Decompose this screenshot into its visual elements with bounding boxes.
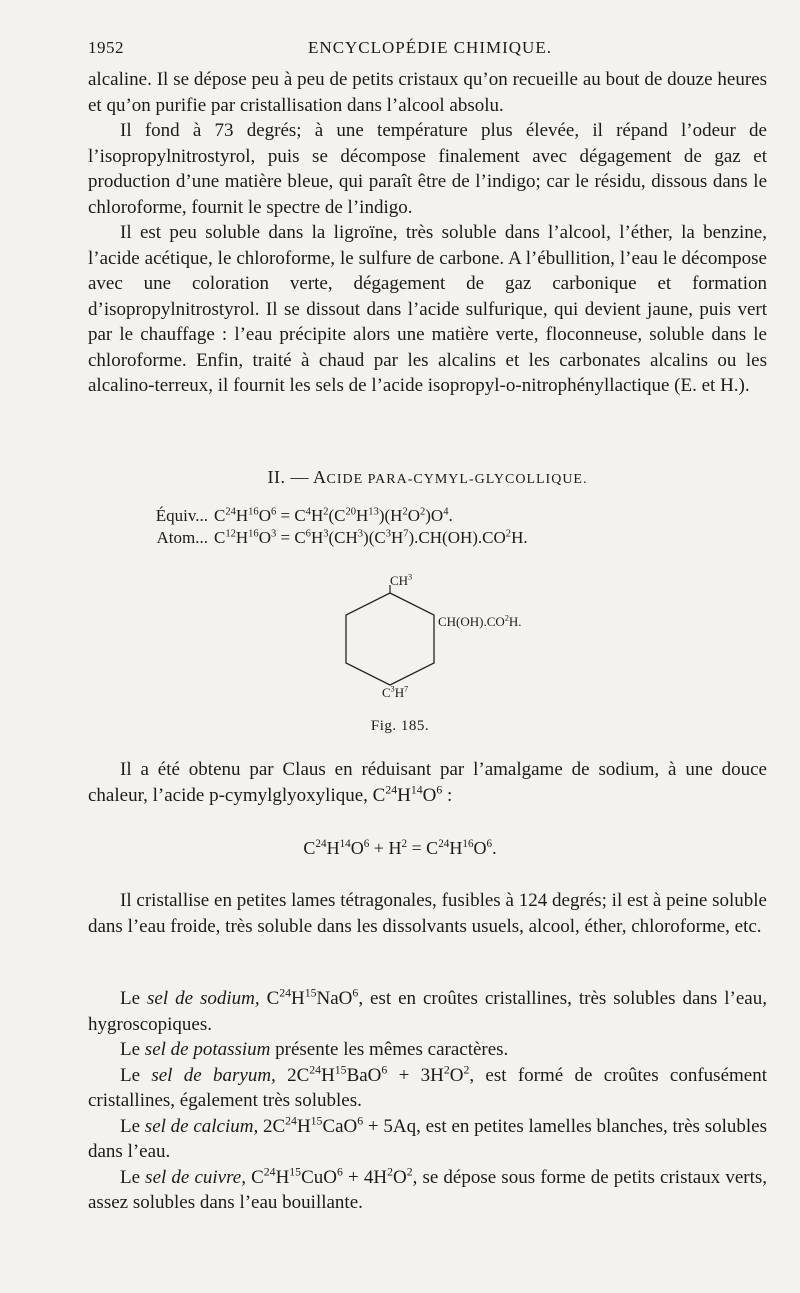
equation-part: + H [369,838,402,858]
salt-name: sel de baryum, [151,1064,276,1086]
formula-part: 20 [345,506,357,518]
formula-part: H [390,528,404,547]
formula-part: O [258,506,271,525]
substituent-part: CH [390,573,409,588]
equation-part: C [303,838,316,858]
formula-part: 7 [403,528,409,540]
formula-part: (CH [328,528,358,547]
formula-part: 2 [387,1165,393,1179]
salt-text: présente les mêmes caractères. [270,1039,509,1060]
salt-text: + 5Aq, est en petites lamelles blanches, très solubles dans l’eau. [88,1115,767,1162]
reaction-equation [0,838,800,859]
formula-part: 15 [310,1114,323,1128]
salt-name: sel de sodium, [147,988,260,1009]
benzene-ring-diagram [340,585,450,695]
formula-part: C [372,784,386,806]
formula-part: H [235,528,249,547]
formula-part: 24 [279,986,292,1000]
formula-part: O [449,1064,464,1086]
section-numeral: II. — A [267,467,327,487]
formula-part: 2 [463,1063,470,1077]
substituent-part: H. [508,614,522,629]
formula-part: 6 [357,1114,364,1128]
formula-part: 3 [385,528,391,540]
equation-part: H [449,838,463,858]
substituent-glycollic [438,614,521,630]
paragraph-crystals: Il cristallise en petites lames tétragonales, fusibles à 124 degrés; il est à peine soluble dans l’eau froide, très soluble dans les dissolvants usuels, alcool, éther, chloroforme, etc. [88,890,767,937]
equation-part: = C [407,838,439,858]
preparation-text: Il a été obtenu par Claus en réduisant par l’amalgame de sodium, à une douce chaleur, l’acide p-cymylglyoxylique, [88,759,767,806]
formula-part: C [259,988,280,1009]
formula-part: 3 [323,528,329,540]
salt-name: sel de cuivre, [145,1166,246,1188]
text-block-top [88,67,767,399]
substituent-part: C [382,685,391,700]
substituent-part: CH(OH).CO [438,614,505,629]
figure-caption: Fig. 185. [370,718,430,734]
text-block-claus [88,757,767,808]
formula-part: NaO [316,988,353,1009]
equation-part: . [492,838,497,858]
paragraph-continuation: alcaline. Il se dépose peu à peu de petits cristaux qu’on recueille au bout de douze heures et qu’on purifie par cristallisation dans l’alcool absolu. [88,69,767,116]
formula-part: . [448,506,453,525]
substituent-part: H [394,685,405,700]
salt-name: sel de calcium, [144,1115,259,1137]
formula-part: 2 [505,528,512,540]
formula-part: 16 [248,528,259,540]
paragraph-solubility: Il est peu soluble dans la ligroïne, très soluble dans l’alcool, l’éther, la benzine, l’acide acétique, le chloroforme, le sulfure de carbone. A l’ébullition, l’eau le décompose avec une coloration verte, dégagement de gaz carbonique et formation d’isopropylnitrostyrol. Il se dissout dans l’acide sulfurique, qui devient jaune, puis vert par le chauffage : l’eau précipite alors une matière verte, floconneuse, soluble dans le chloroforme. Enfin, traité à chaud par les alcalins et les carbonates alcalins ou les alcalino-terreux, il fournit les sels de l’acide isopropyl-o-nitrophényllactique (E. et H.). [88,222,767,396]
salt-text: Le [120,988,148,1009]
formula-part: 2C [275,1064,310,1086]
running-title: ENCYCLOPÉDIE CHIMIQUE. [308,38,552,57]
formula-part: O [258,528,271,547]
formula-part: + 4H [342,1166,388,1188]
section-title-rest: CIDE PARA-CYMYL-GLYCOLLIQUE. [326,472,588,487]
formula-part: 2C [258,1115,286,1137]
formula-part: 24 [263,1165,276,1179]
formula-part: = C [276,528,306,547]
equation-part: H [326,838,340,858]
formula-part: H [397,784,411,806]
paragraph-salt-potassium [88,1037,767,1063]
formula-part: 16 [248,506,259,518]
formula-equiv-label: Équiv... [155,506,208,525]
formula-atom-label: Atom... [156,528,208,547]
formula-part: 3 [270,528,277,540]
salt-text: Le [120,1064,152,1086]
formula-part: O [422,784,437,806]
formula-part: 6 [270,506,277,518]
formula-part: 24 [225,506,236,518]
formula-part: 6 [436,783,443,797]
page-number: 1952 [88,38,124,57]
salt-text: , est formé de croûtes confusément cristallines, également très solubles. [88,1064,767,1111]
formula-part: 2 [419,506,426,518]
formula-part: 3 [357,528,364,540]
substituent-part: 3 [408,572,413,582]
formula-part: O [392,1166,407,1188]
paragraph-melting-point: Il fond à 73 degrés; à une température plus élevée, il répand l’odeur de l’isopropylnitrostyrol, puis se décompose finalement avec dégagement de gaz et production d’une matière bleue, qui paraît être de l’indigo; car le résidu, dissous dans le chloroforme, fournit le spectre de l’indigo. [88,120,767,218]
substituent-methyl [390,573,412,589]
equation-part: 14 [339,838,351,850]
formula-part: ).CH(OH).CO [408,528,506,547]
text-block-crystals [88,888,767,939]
formula-part: H [310,528,324,547]
salt-text: Le [120,1115,145,1137]
formula-part: 2 [443,1063,450,1077]
formula-atomic [120,528,528,548]
formula-part: 24 [309,1063,322,1077]
formula-part: (C [328,506,346,525]
equation-part: 2 [401,838,408,850]
formula-part: H [321,1064,335,1086]
paragraph-salt-sodium [88,986,767,1037]
paragraph-salt-baryum [88,1063,767,1114]
equation-part: 6 [486,838,493,850]
formula-part: + 3H [387,1064,444,1086]
salt-text: Le [120,1039,145,1060]
substituent-part: 2 [504,613,509,623]
salt-text: Le [120,1166,146,1188]
formula-part: H [235,506,249,525]
formula-part: H [296,1115,311,1137]
equation-part: O [473,838,487,858]
formula-part: H [356,506,369,525]
formula-part: )(C [363,528,386,547]
formula-part: 14 [410,783,423,797]
formula-part: 15 [304,986,317,1000]
equation-part: 24 [438,838,450,850]
formula-part: = C [276,506,306,525]
formula-part: 2 [406,1165,413,1179]
formula-part: C [214,528,226,547]
equation-part: O [350,838,364,858]
formula-part: )O [425,506,444,525]
salt-text: , est en croûtes cristallines, très solubles dans l’eau, hygroscopiques. [88,988,767,1035]
equation-part: 24 [315,838,327,850]
formula-part: 6 [352,986,359,1000]
section-heading [88,467,767,488]
formula-part: 6 [305,528,311,540]
formula-part: 2 [323,506,329,518]
formula-part: C [214,506,226,525]
substituent-part: 7 [404,684,409,694]
formula-part: H [275,1166,290,1188]
formula-part: CaO [322,1115,358,1137]
formula-part: C [245,1166,264,1188]
paragraph-preparation [88,757,767,808]
formula-part: 2 [402,506,408,518]
formula-part: 24 [285,1114,297,1128]
text-block-salts [88,986,767,1216]
formula-part: CuO [301,1166,337,1188]
substituent-propyl [382,685,408,701]
salt-text: , se dépose sous forme de petits cristaux verts, assez solubles dans l’eau bouillante. [88,1166,768,1213]
salt-name: sel de potassium [144,1039,271,1060]
formula-part: 6 [336,1165,343,1179]
formula-part: 6 [381,1063,388,1077]
formula-part: 24 [385,783,398,797]
paragraph-salt-calcium [88,1114,767,1165]
formula-part: 4 [443,506,449,518]
formula-part: : [442,784,453,806]
equation-part: 6 [363,838,370,850]
formula-part: O [407,506,420,525]
formula-part: )(H [378,506,403,525]
formula-equivalent [120,506,453,526]
formula-part: BaO [346,1064,382,1086]
formula-part: 15 [289,1165,302,1179]
paragraph-salt-cuivre [88,1165,767,1216]
running-header [88,38,772,62]
formula-part: H [291,988,305,1009]
formula-part: 15 [334,1063,347,1077]
formula-part: 12 [225,528,236,540]
formula-part: H. [511,528,528,547]
formula-part: H [310,506,324,525]
substituent-part: 3 [390,684,395,694]
equation-part: 16 [462,838,474,850]
formula-part: 4 [305,506,311,518]
formula-part: 13 [368,506,379,518]
